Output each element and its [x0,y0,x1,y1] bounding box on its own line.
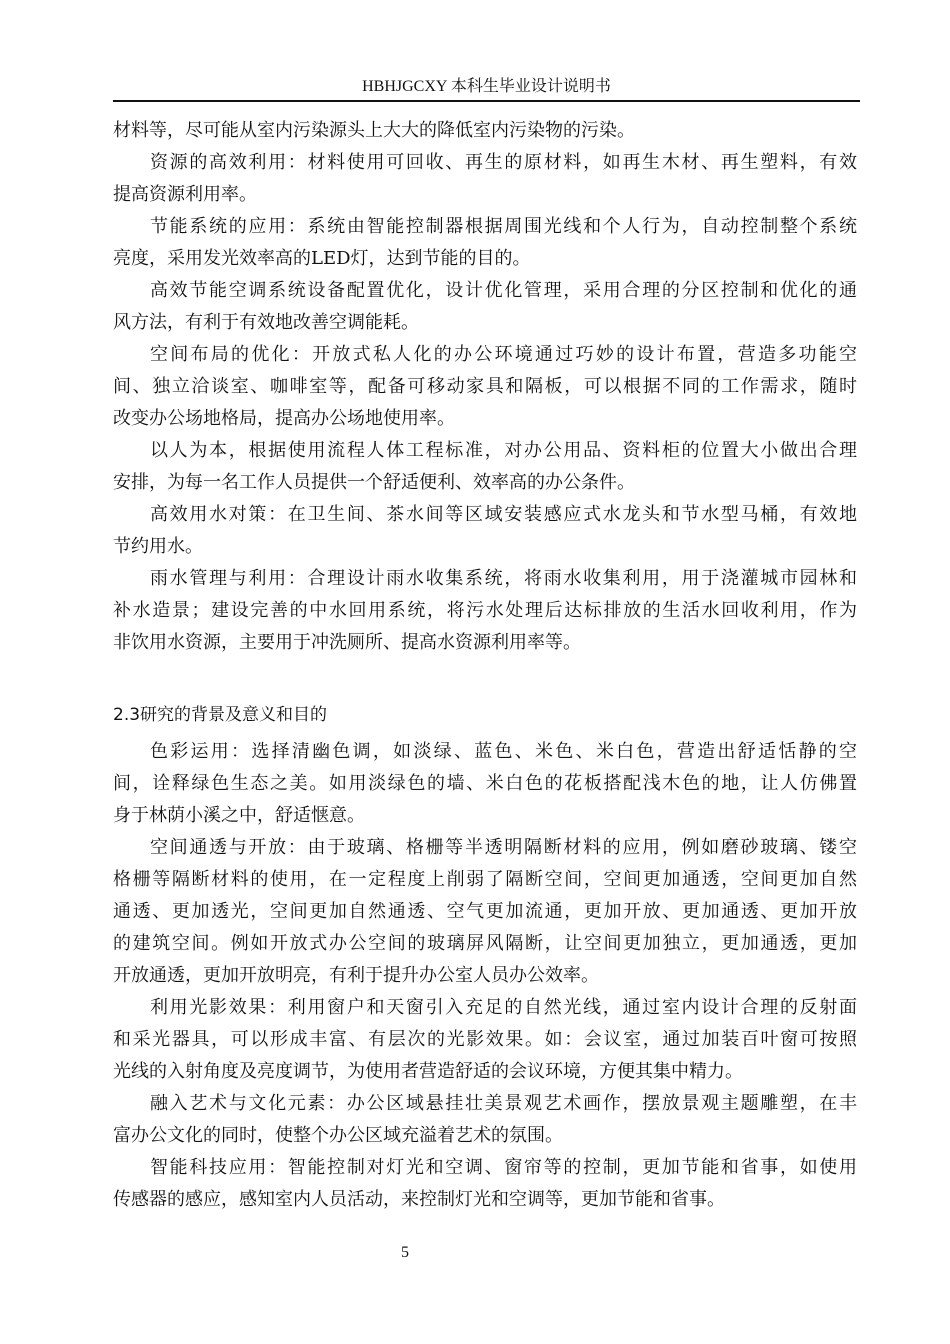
text-line: 传感器的感应，感知室内人员活动，来控制灯光和空调等，更加节能和省事。 [113,1189,725,1210]
text-line: 间、独立洽谈室、咖啡室等，配备可移动家具和隔板，可以根据不同的工作需求，随时 [113,376,857,397]
paragraph [113,736,857,832]
text-line: 亮度，采用发光效率高的LED灯，达到节能的目的。 [113,248,531,269]
text-line: 间，诠释绿色生态之美。如用淡绿色的墙、米白色的花板搭配浅木色的地，让人仿佛置 [113,773,857,794]
paragraph [113,435,857,499]
paragraph [113,147,857,211]
paragraph [113,211,857,275]
paragraph [113,1088,857,1152]
text-line: 利用光影效果：利用窗户和天窗引入充足的自然光线，通过室内设计合理的反射面 [150,997,857,1018]
text-line: 非饮用水资源，主要用于冲洗厕所、提高水资源利用率等。 [113,632,581,653]
text-line: 开放通透，更加开放明亮，有利于提升办公室人员办公效率。 [113,965,599,986]
text-line: 风方法，有利于有效地改善空调能耗。 [113,312,419,333]
section-heading: 2.3研究的背景及意义和目的 [113,705,328,725]
text-line: 和采光器具，可以形成丰富、有层次的光影效果。如：会议室，通过加装百叶窗可按照 [113,1029,857,1050]
paragraph [113,275,857,339]
paragraph [113,832,857,992]
text-line: 雨水管理与利用：合理设计雨水收集系统，将雨水收集利用，用于浇灌城市园林和 [150,568,857,589]
section-1-body [113,115,857,659]
text-line: 资源的高效利用：材料使用可回收、再生的原材料，如再生木材、再生塑料，有效 [150,152,857,173]
header-rule [113,100,860,102]
paragraph [113,339,857,435]
page-header: HBHJGCXY 本科生毕业设计说明书 [362,78,611,95]
text-line: 色彩运用：选择清幽色调，如淡绿、蓝色、米色、米白色，营造出舒适恬静的空 [150,741,857,762]
text-line: 通透、更加透光，空间更加自然通透、空气更加流通，更加开放、更加通透、更加开放 [113,901,857,922]
text-line: 节能系统的应用：系统由智能控制器根据周围光线和个人行为，自动控制整个系统 [150,216,857,237]
text-line: 节约用水。 [113,536,203,557]
text-line: 格栅等隔断材料的使用，在一定程度上削弱了隔断空间，空间更加通透，空间更加自然 [113,869,857,890]
text-line: 智能科技应用：智能控制对灯光和空调、窗帘等的控制，更加节能和省事，如使用 [150,1157,857,1178]
text-line: 材料等，尽可能从室内污染源头上大大的降低室内污染物的污染。 [113,120,635,141]
text-line: 安排，为每一名工作人员提供一个舒适便利、效率高的办公条件。 [113,472,635,493]
text-line: 空间布局的优化：开放式私人化的办公环境通过巧妙的设计布置，营造多功能空 [150,344,857,365]
section-2-body [113,736,857,1216]
paragraph [113,115,857,147]
text-line: 空间通透与开放：由于玻璃、格栅等半透明隔断材料的应用，例如磨砂玻璃、镂空 [150,837,857,858]
text-line: 提高资源利用率。 [113,184,257,205]
text-line: 高效用水对策：在卫生间、茶水间等区域安装感应式水龙头和节水型马桶，有效地 [150,504,857,525]
text-line: 身于林荫小溪之中，舒适惬意。 [113,805,365,826]
text-line: 以人为本，根据使用流程人体工程标准，对办公用品、资料柜的位置大小做出合理 [150,440,857,461]
paragraph [113,1152,857,1216]
paragraph [113,499,857,563]
text-line: 高效节能空调系统设备配置优化，设计优化管理，采用合理的分区控制和优化的通 [150,280,857,301]
text-line: 光线的入射角度及亮度调节，为使用者营造舒适的会议环境，方便其集中精力。 [113,1061,743,1082]
text-line: 融入艺术与文化元素：办公区域悬挂壮美景观艺术画作，摆放景观主题雕塑，在丰 [150,1093,857,1114]
text-line: 富办公文化的同时，使整个办公区域充溢着艺术的氛围。 [113,1125,563,1146]
paragraph [113,563,857,659]
paragraph [113,992,857,1088]
text-line: 的建筑空间。例如开放式办公空间的玻璃屏风隔断，让空间更加独立，更加通透，更加 [113,933,857,954]
text-line: 补水造景；建设完善的中水回用系统，将污水处理后达标排放的生活水回收利用，作为 [113,600,857,621]
text-line: 改变办公场地格局，提高办公场地使用率。 [113,408,455,429]
page-number: 5 [401,1244,409,1261]
